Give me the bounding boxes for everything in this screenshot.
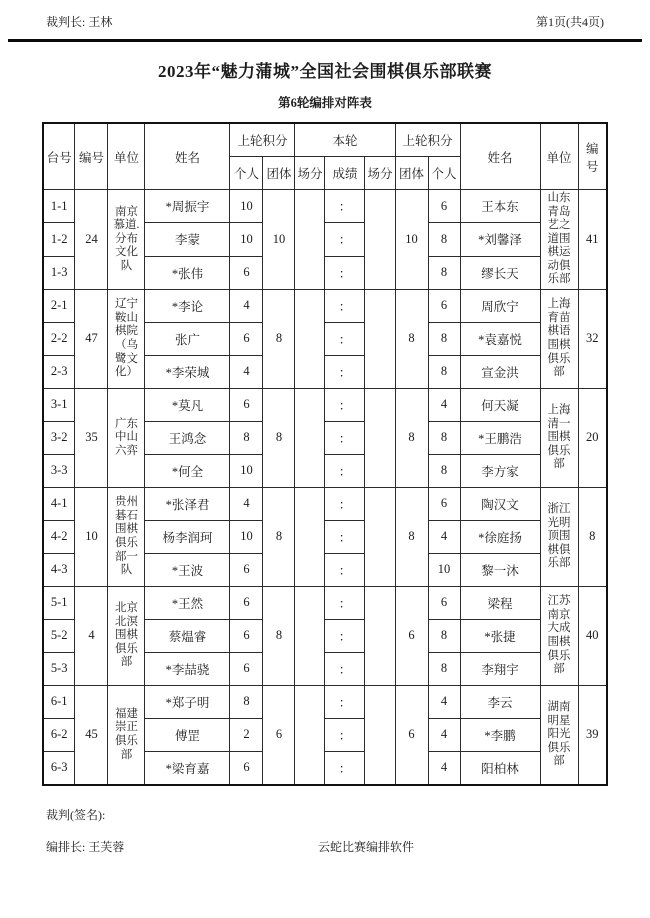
right-match-score-cell [365,388,395,487]
header-board-no: 台号 [43,123,75,190]
left-individual-points-cell: 6 [230,388,263,421]
right-player-name-cell: 宣金洪 [460,355,540,388]
left-unit-cell: 辽宁鞍山棋院（乌鹭文化） [108,289,145,388]
board-number-cell: 3-3 [43,454,75,487]
right-player-name-cell: 周欣宁 [460,289,540,322]
right-player-name-cell: 梁程 [460,586,540,619]
right-individual-points-cell: 6 [428,487,460,520]
left-team-points-cell: 8 [263,289,295,388]
result-cell: ： [325,619,365,652]
arranger-label: 编排长: 王芙蓉 [46,839,125,854]
right-player-name-cell: *张捷 [460,619,540,652]
header-right-individual: 个人 [428,157,460,190]
left-individual-points-cell: 2 [230,718,263,751]
header-right-match-score: 场分 [365,157,395,190]
header-left-unit: 单位 [108,123,145,190]
left-individual-points-cell: 4 [230,355,263,388]
right-team-number-cell: 41 [578,190,607,290]
right-match-score-cell [365,487,395,586]
left-individual-points-cell: 6 [230,256,263,289]
result-cell: ： [325,520,365,553]
header-right-name: 姓名 [460,123,540,190]
left-player-name-cell: *李荣城 [145,355,230,388]
right-unit-cell: 山东青岛艺之道围棋运动俱乐部 [540,190,578,290]
header-left-individual: 个人 [230,157,263,190]
right-player-name-cell: 李方家 [460,454,540,487]
footer-second-line [46,838,604,855]
right-player-name-cell: *徐庭扬 [460,520,540,553]
board-number-cell: 2-3 [43,355,75,388]
left-team-points-cell: 8 [263,388,295,487]
result-cell: ： [325,256,365,289]
chief-referee-label: 裁判长: 王林 [46,15,113,29]
left-individual-points-cell: 10 [230,223,263,256]
left-individual-points-cell: 8 [230,421,263,454]
left-individual-points-cell: 6 [230,322,263,355]
left-individual-points-cell: 10 [230,454,263,487]
result-cell: ： [325,289,365,322]
right-unit-cell: 湖南明星阳光俱乐部 [540,685,578,785]
referee-signature-label: 裁判(签名): [46,807,106,822]
result-cell: ： [325,553,365,586]
right-match-score-cell [365,586,395,685]
left-match-score-cell [295,487,325,586]
left-individual-points-cell: 6 [230,586,263,619]
left-player-name-cell: *何全 [145,454,230,487]
left-individual-points-cell: 6 [230,619,263,652]
left-match-score-cell [295,586,325,685]
result-cell: ： [325,685,365,718]
right-team-number-cell: 39 [578,685,607,785]
table-row [43,190,607,223]
header-right-team: 团体 [395,157,428,190]
right-individual-points-cell: 4 [428,751,460,785]
right-individual-points-cell: 8 [428,652,460,685]
board-number-cell: 1-2 [43,223,75,256]
left-player-name-cell: *郑子明 [145,685,230,718]
left-match-score-cell [295,388,325,487]
left-team-points-cell: 6 [263,685,295,785]
right-team-number-cell: 40 [578,586,607,685]
left-individual-points-cell: 10 [230,520,263,553]
table-row [43,586,607,619]
board-number-cell: 3-1 [43,388,75,421]
board-number-cell: 2-1 [43,289,75,322]
header-left-prev-points: 上轮积分 [230,123,295,157]
header-left-name: 姓名 [145,123,230,190]
pairing-table-head [43,123,607,190]
left-unit-cell: 贵州碁石围棋俱乐部一队 [108,487,145,586]
left-team-number-cell: 4 [75,586,108,685]
left-team-points-cell: 10 [263,190,295,290]
left-player-name-cell: *李喆骁 [145,652,230,685]
page-footer [46,806,604,855]
right-team-number-cell: 8 [578,487,607,586]
right-team-points-cell: 6 [395,586,428,685]
pairing-table [42,122,608,786]
left-player-name-cell: 张广 [145,322,230,355]
right-individual-points-cell: 8 [428,355,460,388]
left-individual-points-cell: 6 [230,652,263,685]
right-player-name-cell: 李翔宇 [460,652,540,685]
right-team-points-cell: 8 [395,388,428,487]
result-cell: ： [325,751,365,785]
board-number-cell: 5-1 [43,586,75,619]
result-cell: ： [325,421,365,454]
right-individual-points-cell: 6 [428,289,460,322]
left-player-name-cell: *张伟 [145,256,230,289]
board-number-cell: 4-1 [43,487,75,520]
left-unit-cell: 广东中山六弈 [108,388,145,487]
left-match-score-cell [295,289,325,388]
right-team-number-cell: 20 [578,388,607,487]
result-cell: ： [325,322,365,355]
left-individual-points-cell: 6 [230,553,263,586]
left-team-number-cell: 24 [75,190,108,290]
software-label: 云蛇比赛编排软件 [318,839,415,854]
right-player-name-cell: 何天凝 [460,388,540,421]
left-player-name-cell: 王鸿念 [145,421,230,454]
right-match-score-cell [365,685,395,785]
right-team-points-cell: 8 [395,289,428,388]
right-player-name-cell: 王本东 [460,190,540,223]
right-individual-points-cell: 4 [428,718,460,751]
result-cell: ： [325,388,365,421]
result-cell: ： [325,355,365,388]
right-player-name-cell: 陶汉文 [460,487,540,520]
right-unit-cell: 浙江光明顶围棋俱乐部 [540,487,578,586]
header-right-prev-points: 上轮积分 [395,123,460,157]
board-number-cell: 5-3 [43,652,75,685]
left-unit-cell: 北京北溟围棋俱乐部 [108,586,145,685]
left-match-score-cell [295,190,325,290]
board-number-cell: 5-2 [43,619,75,652]
left-player-name-cell: *张泽君 [145,487,230,520]
left-team-number-cell: 47 [75,289,108,388]
left-individual-points-cell: 8 [230,685,263,718]
left-player-name-cell: *王波 [145,553,230,586]
board-number-cell: 4-2 [43,520,75,553]
page-number-label: 第1页(共4页) [536,15,604,29]
left-player-name-cell: *王然 [145,586,230,619]
left-player-name-cell: 李蒙 [145,223,230,256]
table-row [43,388,607,421]
right-individual-points-cell: 8 [428,421,460,454]
left-individual-points-cell: 6 [230,751,263,785]
right-player-name-cell: *刘馨泽 [460,223,540,256]
header-left-team-no: 编号 [75,123,108,190]
right-team-points-cell: 6 [395,685,428,785]
page-subtitle: 第6轮编排对阵表 [278,96,372,110]
right-player-name-cell: *王鹏浩 [460,421,540,454]
board-number-cell: 3-2 [43,421,75,454]
right-individual-points-cell: 8 [428,256,460,289]
right-individual-points-cell: 8 [428,454,460,487]
page-title: 2023年“魅力蒲城”全国社会围棋俱乐部联赛 [158,62,492,81]
left-player-name-cell: 傅罡 [145,718,230,751]
table-row [43,487,607,520]
result-cell: ： [325,652,365,685]
right-player-name-cell: 黎一沐 [460,553,540,586]
result-cell: ： [325,190,365,223]
header-divider [8,39,642,42]
left-player-name-cell: *莫凡 [145,388,230,421]
right-player-name-cell: 缪长天 [460,256,540,289]
left-player-name-cell: *李论 [145,289,230,322]
left-player-name-cell: 杨李润珂 [145,520,230,553]
right-individual-points-cell: 8 [428,322,460,355]
right-player-name-cell: 李云 [460,685,540,718]
result-cell: ： [325,454,365,487]
right-individual-points-cell: 4 [428,520,460,553]
right-unit-cell: 上海清一围棋俱乐部 [540,388,578,487]
right-match-score-cell [365,289,395,388]
header-right-team-no: 编号 [578,123,607,190]
pairing-table-body [43,190,607,785]
right-unit-cell: 上海育苗棋语围棋俱乐部 [540,289,578,388]
right-team-number-cell: 32 [578,289,607,388]
board-number-cell: 6-3 [43,751,75,785]
right-individual-points-cell: 8 [428,223,460,256]
right-player-name-cell: *袁嘉悦 [460,322,540,355]
right-team-points-cell: 10 [395,190,428,290]
page-top-bar [0,0,650,30]
right-player-name-cell: *李鹏 [460,718,540,751]
right-unit-cell: 江苏南京大成围棋俱乐部 [540,586,578,685]
right-player-name-cell: 阳柏林 [460,751,540,785]
right-individual-points-cell: 6 [428,586,460,619]
board-number-cell: 2-2 [43,322,75,355]
left-team-number-cell: 45 [75,685,108,785]
result-cell: ： [325,718,365,751]
header-left-match-score: 场分 [295,157,325,190]
left-individual-points-cell: 10 [230,190,263,223]
table-row [43,685,607,718]
board-number-cell: 6-2 [43,718,75,751]
board-number-cell: 1-1 [43,190,75,223]
header-this-round: 本轮 [295,123,395,157]
left-unit-cell: 福建崇正俱乐部 [108,685,145,785]
left-team-number-cell: 10 [75,487,108,586]
left-team-number-cell: 35 [75,388,108,487]
left-team-points-cell: 8 [263,487,295,586]
result-cell: ： [325,223,365,256]
left-player-name-cell: *周振宇 [145,190,230,223]
board-number-cell: 4-3 [43,553,75,586]
right-individual-points-cell: 4 [428,388,460,421]
result-cell: ： [325,586,365,619]
header-right-unit: 单位 [540,123,578,190]
left-player-name-cell: *梁育嘉 [145,751,230,785]
left-unit-cell: 南京慕道.分布文化队 [108,190,145,290]
right-individual-points-cell: 4 [428,685,460,718]
left-individual-points-cell: 4 [230,289,263,322]
right-team-points-cell: 8 [395,487,428,586]
left-team-points-cell: 8 [263,586,295,685]
board-number-cell: 1-3 [43,256,75,289]
left-individual-points-cell: 4 [230,487,263,520]
board-number-cell: 6-1 [43,685,75,718]
header-result: 成绩 [325,157,365,190]
right-individual-points-cell: 8 [428,619,460,652]
left-player-name-cell: 蔡煴睿 [145,619,230,652]
table-header-row-1 [43,123,607,157]
result-cell: ： [325,487,365,520]
left-match-score-cell [295,685,325,785]
right-individual-points-cell: 6 [428,190,460,223]
right-match-score-cell [365,190,395,290]
right-individual-points-cell: 10 [428,553,460,586]
table-row [43,289,607,322]
header-left-team: 团体 [263,157,295,190]
